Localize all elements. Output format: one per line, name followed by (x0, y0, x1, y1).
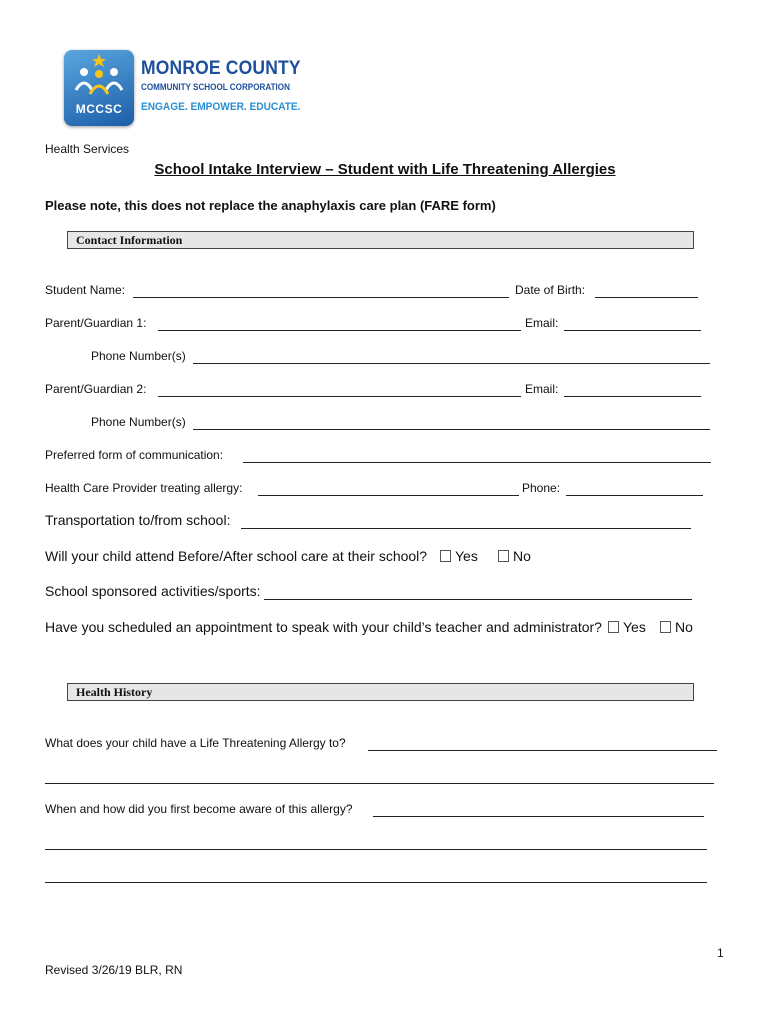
parent2-label: Parent/Guardian 2: (45, 382, 147, 396)
aware-question: When and how did you first become aware of this allergy? (45, 802, 353, 816)
provider-label: Health Care Provider treating allergy: (45, 481, 243, 495)
page-number: 1 (717, 946, 724, 960)
aware-field-line3[interactable] (45, 882, 707, 883)
brand-tagline: ENGAGE. EMPOWER. EDUCATE. (141, 101, 301, 113)
student-name-field[interactable] (133, 297, 509, 298)
appointment-no-option[interactable]: No (660, 619, 693, 635)
email2-label: Email: (525, 382, 559, 396)
before-after-yes-option[interactable]: Yes (440, 548, 478, 564)
department-label: Health Services (45, 142, 130, 156)
mccsc-logo (64, 50, 134, 126)
allergy-to-field-line2[interactable] (45, 783, 714, 784)
allergy-to-question: What does your child have a Life Threatening Allergy to? (45, 736, 346, 750)
brand-corporation: COMMUNITY SCHOOL CORPORATION (141, 82, 290, 92)
form-note: Please note, this does not replace the anaphylaxis care plan (FARE form) (45, 198, 496, 213)
dob-field[interactable] (595, 297, 698, 298)
parent2-field[interactable] (158, 396, 521, 397)
activities-label: School sponsored activities/sports: (45, 583, 261, 599)
phone1-field[interactable] (193, 363, 710, 364)
checkbox-icon[interactable] (440, 550, 451, 562)
email1-label: Email: (525, 316, 559, 330)
before-after-care-question: Will your child attend Before/After school care at their school? (45, 548, 428, 564)
checkbox-icon[interactable] (498, 550, 509, 562)
provider-phone-label: Phone: (522, 481, 561, 495)
aware-field-line2[interactable] (45, 849, 707, 850)
phone2-field[interactable] (193, 429, 710, 430)
revision-note: Revised 3/26/19 BLR, RN (45, 963, 183, 977)
section-health-history: Health History (67, 683, 694, 701)
before-after-no-option[interactable]: No (498, 548, 531, 564)
email2-field[interactable] (564, 396, 701, 397)
student-name-label: Student Name: (45, 283, 126, 297)
form-title: School Intake Interview – Student with Life Threatening Allergies (154, 161, 616, 178)
email1-field[interactable] (564, 330, 701, 331)
provider-phone-field[interactable] (566, 495, 703, 496)
preferred-communication-label: Preferred form of communication: (45, 448, 224, 462)
preferred-communication-field[interactable] (243, 462, 711, 463)
checkbox-icon[interactable] (660, 621, 671, 633)
provider-field[interactable] (258, 495, 519, 496)
transportation-field[interactable] (241, 528, 691, 529)
brand-name: MONROE COUNTY (141, 58, 301, 79)
figures-icon (64, 50, 134, 100)
phone2-label: Phone Number(s) (91, 415, 186, 429)
allergy-to-field[interactable] (368, 750, 717, 751)
transportation-label: Transportation to/from school: (45, 512, 231, 528)
aware-field[interactable] (373, 816, 704, 817)
activities-field[interactable] (264, 599, 692, 600)
parent1-label: Parent/Guardian 1: (45, 316, 147, 330)
appointment-question: Have you scheduled an appointment to speak with your child’s teacher and administrator? (45, 619, 602, 635)
parent1-field[interactable] (158, 330, 521, 331)
dob-label: Date of Birth: (515, 283, 586, 297)
checkbox-icon[interactable] (608, 621, 619, 633)
section-contact-information: Contact Information (67, 231, 694, 249)
appointment-yes-option[interactable]: Yes (608, 619, 646, 635)
phone1-label: Phone Number(s) (91, 349, 186, 363)
logo-initials: MCCSC (75, 102, 123, 116)
